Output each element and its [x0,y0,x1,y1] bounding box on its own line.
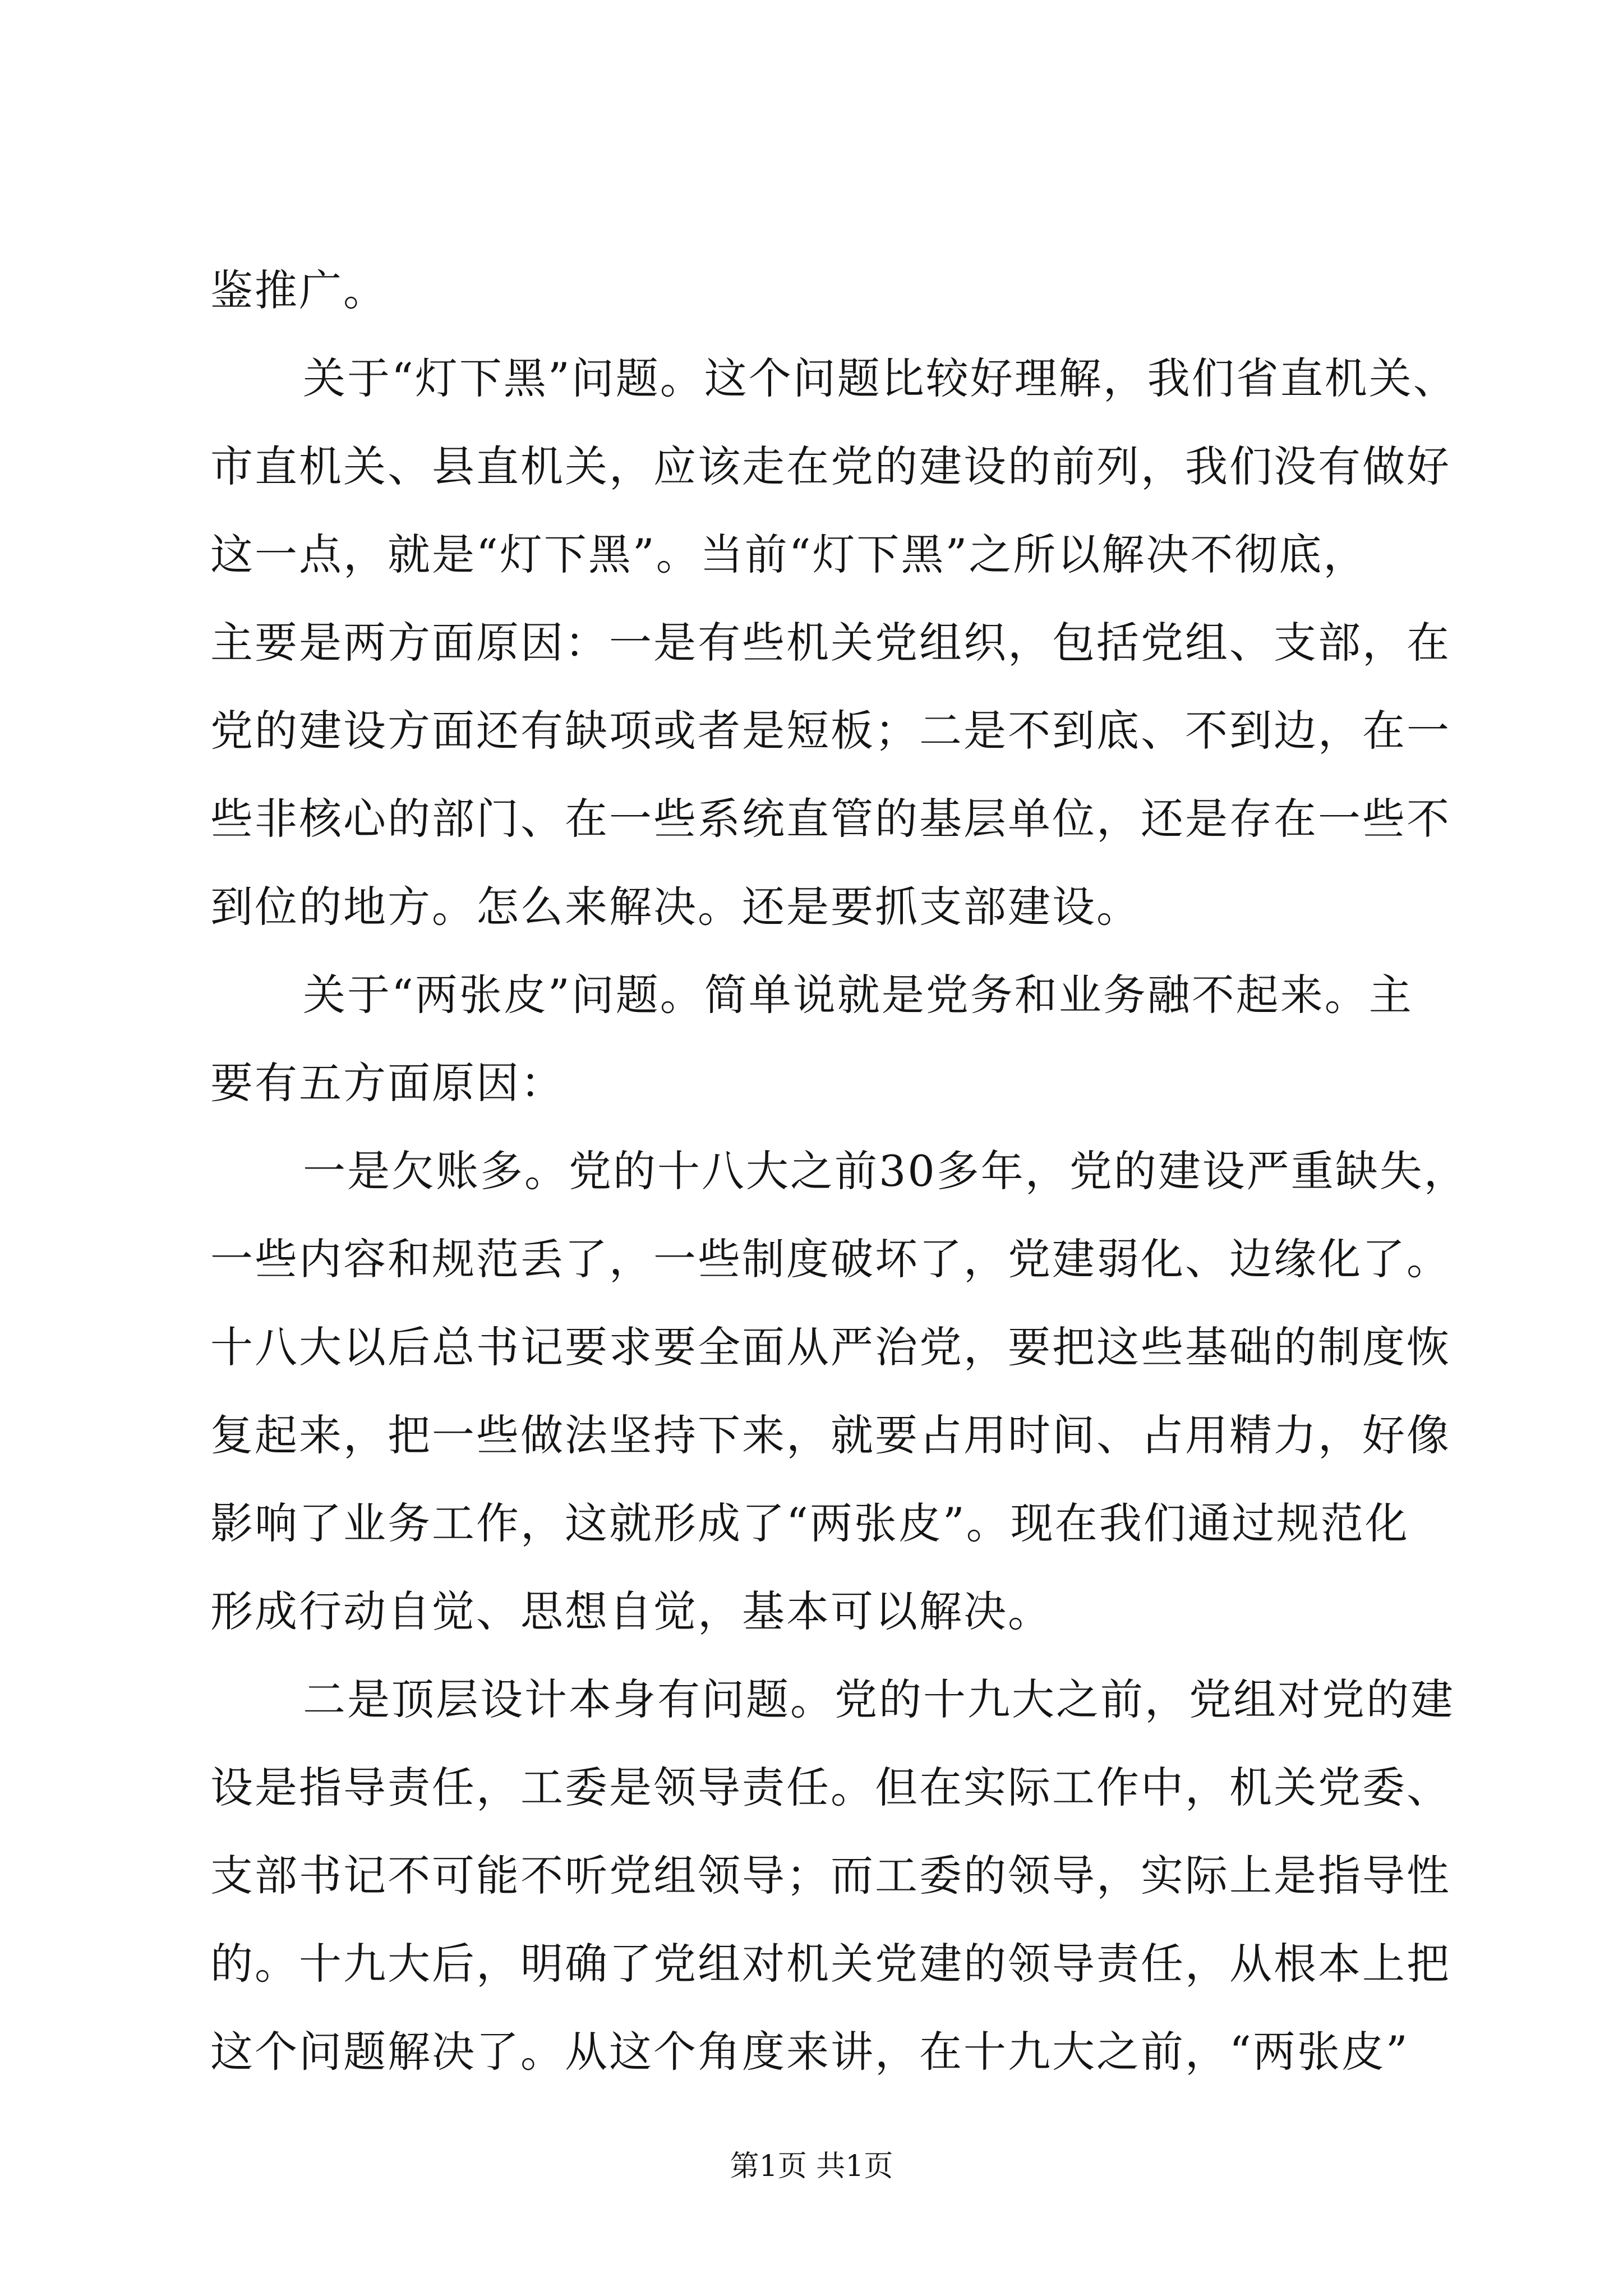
text-line: 要有五方面原因： [210,1058,565,1108]
text-line: 这个问题解决了。从这个角度来讲，在十九大之前，“两张皮” [210,2027,1409,2077]
text-line: 市直机关、县直机关，应该走在党的建设的前列，我们没有做好 [210,441,1451,491]
text-line: 到位的地方。怎么来解决。还是要抓支部建设。 [210,882,1141,932]
text-line: 主要是两方面原因：一是有些机关党组织，包括党组、支部，在 [210,618,1451,668]
page-number-footer: 第1页 共1页 [730,2150,893,2183]
text-line: 影响了业务工作，这就形成了“两张皮”。现在我们通过规范化 [210,1498,1409,1548]
text-line: 的。十九大后，明确了党组对机关党建的领导责任，从根本上把 [210,1939,1451,1989]
text-line: 支部书记不可能不听党组领导；而工委的领导，实际上是指导性 [210,1851,1451,1901]
text-line: 一些内容和规范丢了，一些制度破坏了，党建弱化、边缘化了。 [210,1234,1451,1284]
text-line: 党的建设方面还有缺项或者是短板；二是不到底、不到边，在一 [210,706,1451,756]
text-line: 设是指导责任，工委是领导责任。但在实际工作中，机关党委、 [210,1763,1451,1812]
text-line: 十八大以后总书记要求要全面从严治党，要把这些基础的制度恢 [210,1322,1451,1372]
text-line: 形成行动自觉、思想自觉，基本可以解决。 [210,1586,1052,1636]
text-line: 些非核心的部门、在一些系统直管的基层单位，还是存在一些不 [210,794,1451,844]
paragraph-first-line: 关于“两张皮”问题。简单说就是党务和业务融不起来。主 [303,970,1413,1020]
text-line: 这一点，就是“灯下黑”。当前“灯下黑”之所以解决不彻底， [210,530,1368,579]
text-line: 鉴推广。 [210,265,388,315]
paragraph-first-line: 一是欠账多。党的十八大之前30多年，党的建设严重缺失， [303,1146,1468,1196]
paragraph-first-line: 二是顶层设计本身有问题。党的十九大之前，党组对党的建 [303,1674,1455,1724]
text-line: 复起来，把一些做法坚持下来，就要占用时间、占用精力，好像 [210,1410,1451,1460]
paragraph-first-line: 关于“灯下黑”问题。这个问题比较好理解，我们省直机关、 [303,353,1458,403]
